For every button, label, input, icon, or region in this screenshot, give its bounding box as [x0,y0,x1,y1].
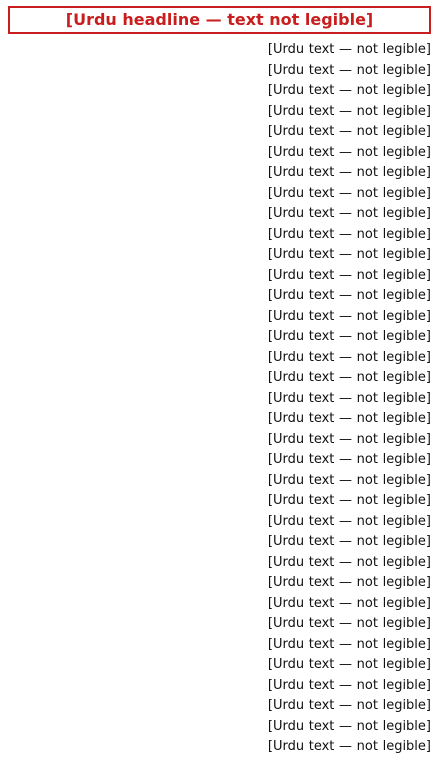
article-line: [Urdu text — not legible] [267,329,431,344]
article-line: [Urdu text — not legible] [267,513,431,529]
article-line: [Urdu text — not legible] [267,493,431,508]
article-line: [Urdu text — not legible] [267,144,431,160]
article-line: [Urdu text — not legible] [267,616,431,631]
article-line: [Urdu text — not legible] [267,534,431,549]
article-line: [Urdu text — not legible] [267,472,431,488]
article-line: [Urdu text — not legible] [267,349,431,365]
article-line: [Urdu text — not legible] [267,390,431,406]
article-text [8,40,431,758]
article-line: [Urdu text — not legible] [267,595,431,611]
article-line: [Urdu text — not legible] [267,431,431,447]
article-line: [Urdu text — not legible] [267,124,431,139]
article-line: [Urdu text — not legible] [267,554,431,570]
article-body [6,40,433,758]
article-line: [Urdu text — not legible] [267,288,431,303]
article-line: [Urdu text — not legible] [267,42,431,57]
article-line: [Urdu text — not legible] [267,718,431,734]
article-line: [Urdu text — not legible] [267,411,431,426]
article-line: [Urdu text — not legible] [267,226,431,242]
article-line: [Urdu text — not legible] [267,83,431,98]
article-line: [Urdu text — not legible] [267,185,431,201]
headline: [Urdu headline — text not legible] [65,10,374,29]
article-line: [Urdu text — not legible] [267,267,431,283]
article-line: [Urdu text — not legible] [267,165,431,180]
article-line: [Urdu text — not legible] [267,636,431,652]
article-line: [Urdu text — not legible] [267,657,431,672]
article-line: [Urdu text — not legible] [267,677,431,693]
article-line: [Urdu text — not legible] [267,308,431,324]
article-line: [Urdu text — not legible] [267,739,431,754]
article-line: [Urdu text — not legible] [267,370,431,385]
article-line: [Urdu text — not legible] [267,103,431,119]
headline-box [8,6,431,34]
article-line: [Urdu text — not legible] [267,62,431,78]
article-line: [Urdu text — not legible] [267,698,431,713]
article-line: [Urdu text — not legible] [267,452,431,467]
article-line: [Urdu text — not legible] [267,575,431,590]
article-line: [Urdu text — not legible] [267,206,431,221]
article-line: [Urdu text — not legible] [267,247,431,262]
